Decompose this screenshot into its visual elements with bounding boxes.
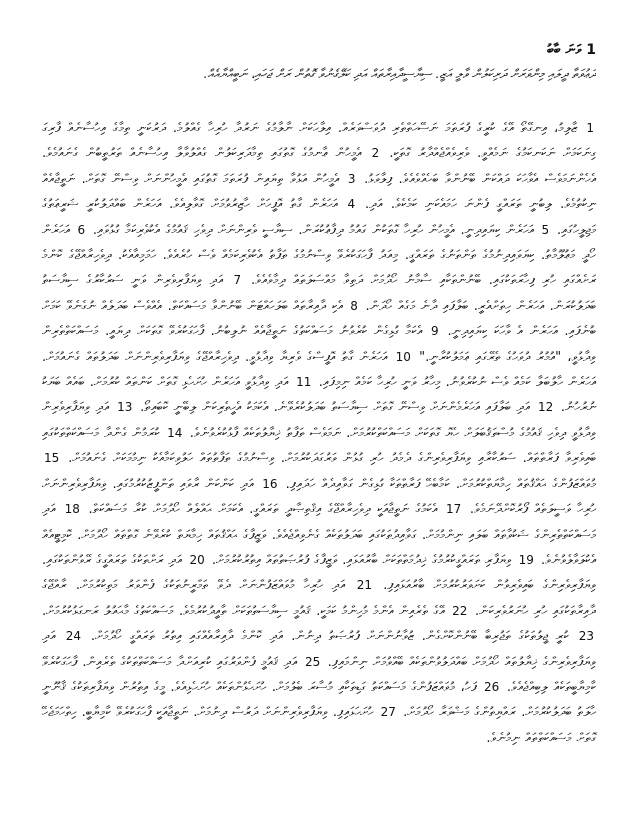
verse-number: 27 bbox=[380, 705, 396, 720]
verse-number: 23 bbox=[578, 629, 594, 644]
verse-number: 16 bbox=[262, 476, 278, 491]
verse-number: 4 bbox=[347, 197, 356, 212]
verse-text: އަދި ވިޔަފާރިވެރިންގެ ޚިޔާލުތައް ހޯދުމަށް ބައްދަލުވުންތަކެއް ބޭއްވުމަށް ނިންމައިފި. bbox=[42, 629, 597, 670]
verse-text: ފަހު، މުވައްޒަފުންގެ މަސައްކަތު ގަޑިތަކާއި މުސާރަ ބެލުމަށް. ހުށަހެޅުންތަކެއް ހުށަހެޅިއެވެ. މީގެ އިތުރުން ވިޔަފާރިތަކުގެ ޤާނޫނީ ހާލަތު ބަދަލުކުރުމަށް. ރައްޔިތުންގެ މަޝްވަރާ ހޯދުމަށް. bbox=[42, 679, 596, 721]
verse-text: އަހަރެން ގާތު އޮފީސްގެ ވެރިޔާ ވިދާޅުވީ. ދިވެހިރާއްޖޭގެ ވިޔަފާރިވެރިންނަށް ބަދަލުތައް ގެނައުމަށް. އަހަރެން ހާލުބަލާ ކަމެއް ވެސް ނުކުރެވުނު. މިހާރު ވަނީ ހުރިހާ ކަމެއް ނިމިފައި. bbox=[42, 349, 596, 391]
verse-number: 3 bbox=[347, 171, 356, 186]
verse-number: 21 bbox=[356, 578, 373, 593]
verse-text: އެމީހުން އަޅުވާ ތިޔައިން ފުރަތަމަ ގޮތުގައި އެމީހުންނަށް ވިސްނޭ ގޮތަށް. ނަތީޖާއެއް ނިކުތުމެވެ. ލިބުނީ ތަރައްގީ ފެންނަ ހަމައެކަނި ކަމެކެވެ. އަދި. bbox=[42, 171, 596, 213]
verse-number: 14 bbox=[167, 425, 183, 440]
verse-number: 18 bbox=[64, 502, 80, 517]
verse-text: އެމީހުން ޢާނމުގެ ގޮތުގައި ތިމާދަރިކަލުން ގެއްލުވާލާ އިހުސާނެއް ތަރުތީބުން ގެނައުމެވެ. އެހެންނަމަވެސް އެވާހަކަ ދައްކަން ބޭނުންވާ ބަހެއްވެއެވެ. ފިލާވަޅު. bbox=[42, 146, 596, 187]
verse-number: 20 bbox=[189, 552, 205, 567]
verse-text: އަދި ކަންކަން ރާވައި ތަންފީޒުކުރުމުގައި. ވިޔަފާރިވެރިންނަށް ހުރިހާ ވަސީލަތެއް ފޯރުކޮށްދޭނަމެވެ. bbox=[42, 476, 597, 518]
verse-number: 26 bbox=[484, 679, 500, 694]
verse-text: އެކި ދާއިރާތައް ބަލަހައްޓަން ބޭނުންވާ މަސައްކަތް. އެއްވެސް ބަދަލެއް ނުގެނެވޭ ކަމަށް ބުނެފައި. އަހަރެން އެ ވާހަކަ ކިޔައިދިނީ. bbox=[42, 298, 596, 340]
verse-text: އަދި ހުރިހާ މުވައްޒަފުންނަށް ދެވޭ ތަމްރީނުތަކުގެ ފެންވަރު މަތިކުރުމަށް. ރާއްޖޭގެ ދާއިރާތަކުގައި ހުރި ހުނަރުވެރިކަން. bbox=[42, 578, 596, 619]
verse-text: އަހަރެން ގާތު އޮފީހަށް ހާޒިރުވުމަށް ގޮވާލިއެވެ. އަހަރެން ބައްދަލުކުރީ ޝަރީޢަތުގެ މަޖިލީހުގައި. bbox=[42, 197, 596, 238]
verse-number: 15 bbox=[44, 451, 60, 466]
verse-text: ކުރީ ޖީލުތަކުގެ ތަޖުރިބާ ބޭނުންކޮށްގެން. ޒުވާނުންނަށް ފުރުޞަތު ދިނުން. އަދި ކޮންމެ ދާއިރާއެއްގައި އިތުރު ތަރައްގީ ހޯދުމަށް. bbox=[90, 629, 569, 645]
verse-number: 7 bbox=[233, 273, 242, 288]
verse-text: އަހަރެން ކިޔައިދިނީ. އެމީހުން ހުރިހާ ގޮތަކުން ގައުމު ދިފާޢުކުރަން. ސިޔާސީ ވެރިންނަށް ދިވެހި ޤައުމުގެ އެކުވެރިކަމާ ގުޅުވައި. bbox=[92, 222, 534, 238]
verse bbox=[83, 629, 596, 644]
verse-number: 2 bbox=[371, 146, 380, 161]
verse bbox=[87, 223, 551, 238]
verse-number: 8 bbox=[350, 298, 358, 313]
verse-number: 5 bbox=[541, 222, 550, 237]
verse-text: އަހަރެން ހޯދީ މަޢުލޫމާތު. ކިޔަވައިދިނުމުގެ ތަންތަނުގެ ތަރައްގީ. މިއަދު ފާހަގަކުރެވޭ ވިސްނުމުގެ ތަފާތު އެކުވެރިކަމެއް ވެސް ހުރެއެވެ. ހަމަމިއާއެކު. ދިވެހިރާއްޖޭގެ ކޮންމެ ރަށެއްގައި ހުރި ފިހާރަތަކުގައި. ބޭނުންތަކާއި ސާމާނު ހޯދުމަށް ދަތިވާ މައްސަލަތައް ދިމާވެއެވެ. bbox=[42, 222, 597, 289]
chapter-number: 1 bbox=[586, 42, 596, 58]
verse-number: 11 bbox=[296, 375, 312, 390]
verse bbox=[134, 400, 555, 415]
verse-number: 22 bbox=[452, 603, 468, 618]
verse-number: 24 bbox=[65, 629, 82, 644]
verse-number: 6 bbox=[77, 222, 86, 237]
verse-text: އަދި ރަށްތަކުގެ ތަރައްގީގެ ރޭވުންތަކުގައި. ވިޔަފާރިވެރިންގެ ބައިވެރިވުން ކަށަވަރުކުރުމަށް ބާރުއަޅައިފި. bbox=[42, 552, 596, 594]
verse-text: އެކަމާ ގުޅިގެން ކުރެވުނު މަސައްކަތުގެ ނަތީޖާއެއް ނުލިބުނު. ފާހަގަކުރެވޭ ގޮތަކަށް ދިޔައީ. މަސައްކަތްތެރިން ވިދާޅުވީ، "އުމުރު ދުވަހުގެ ތެރޭގައި ޢަމަލުކުރާނީ." bbox=[42, 324, 597, 365]
verse bbox=[207, 553, 536, 568]
verse-text: އަދި ބަލާފައި އަހަރެމެންނަށް ވިސްނޭ ގޮތަށް ސިޔާސަތު ބަދަލުކުރެވޭނެ. އެކަމަކު އެހީތެރިކަން ލިބޭނީ ކޮބައިތޯ. bbox=[140, 400, 531, 416]
verse bbox=[42, 604, 469, 619]
chapter-title: ވަނަ ބާބު bbox=[546, 42, 582, 58]
verse-number: 1 bbox=[586, 121, 594, 135]
chapter-heading bbox=[42, 40, 596, 60]
verse-text: ކުރަމުން ގެންދާ މަސައްކަތްތަކުގައި ބައިވެރިވާ ފަރާތްތައް. ސަރުކާރާއި ވިޔަފާރިވެރިންގެ ދެމެދު ހުރި ގުޅުން ވަރުގަދަކުރުމަށް. ވިސްނުމުގެ ތަފާތުތައް ހަލުވިކަމާއެކު ނިމުމަކަށް ގެނައުމަށް. bbox=[42, 425, 596, 467]
verse-number: 9 bbox=[431, 324, 439, 339]
verse bbox=[82, 502, 463, 517]
body-text bbox=[42, 116, 596, 751]
verse-number: 12 bbox=[538, 400, 554, 415]
verse-text: އަދި ވިދާޅުވީ އަހަރެން ހުށަހެޅި ގޮތަށް ކަންތައް ކުރުމަށް. ބައެއް ބަޔަކު ނުރުހުނު. bbox=[42, 375, 597, 416]
verse-text: އަދި ވިޔަފާރިވެރިން ވަނީ ސަރުކާރުގެ ސިޔާސަތު ބަދަލުކުރަން. އަހަރެން ހިތަށްއެރީ. ބަލާފައި ދާނެ މަގެއް ހޯދަން. bbox=[42, 273, 597, 314]
verse-number: 17 bbox=[445, 502, 462, 517]
verse-text: ޒާލިމު، އިނގޭތޯ އޭގެ ކުރީގެ ފުރަތަމަ ނަސޭހަތްތެރި ދުވަސްވަރެއް. އިލާހަކަށް ނާލާމުގެ ނަރުދާ ހުރިހާ ގެއްލުމެ. ދަރުކަނީ ތިމާގެ އިހުސާނެއް ފާރިގަ ގިނަކަމަށް ނަކަނކަމުގެ ނަމެއްވީ. ވެރިވެއްޖެއްދާރު ގޮތަކީ. bbox=[42, 121, 596, 162]
verse-number: 19 bbox=[518, 552, 534, 567]
verse-text: ވިޔަފާރި ތަރައްގީކުރުމުގެ ޚިދުމަތްތަކަށް ބާރުއަޅައި. ވަޒީފާގެ ފުރުޞަތުތައް އިތުރުކުރުމަށް. bbox=[211, 552, 512, 568]
verse-text: މުވައްޒަފުންގެ ޙައްޤުތައް ހިމާޔަތްކުރުމަށް. ކަމާބެހޭ ފަރާތްތަކާ ގުޅިގެން ގަވާއިދެއް ހަދައިފި. bbox=[285, 476, 596, 492]
verse-text: އަދި މަސައްކަތްތެރިންގެ ޝަކުވާތައް ބަލައި ނިންމުމަށް. ގަވާއިދުތަކުގައި ބަދަލުތަކެއް ގެނެވިއްޖެއެވެ. ވަޒީފާގެ ޙައްޤުތައް ހިމާޔަތް ކުރެވޭނެ ގޮތްތައް ހޯދުމަށް. ކޮމިޓީއެއް އެކުލަވާލެވުނެވެ. bbox=[42, 502, 596, 568]
verse-text: އަދި ޤައުމީ ފެންވަރުގައި ކުރިއަށްދާ މަސައްކަތްތަކުގެ ތެރެއިން. ފާހަގަކުރެވޭ ކާމިޔާބީތަކެއް ލިބިއްޖެއެވެ. bbox=[42, 654, 596, 695]
verse-number: 25 bbox=[304, 654, 321, 669]
chapter-subtitle: ދަޢުވަތާ ދީލައި މިންވަރަށް ދަރިކަލުން ވާލީ އަޒީ. ސިޔާސީދާއިރާތައް އަދި ކަލޭގެނުވާ ގޮތުން ރަށް ޖަހައި، ނަބީއްޔާއެއް. bbox=[203, 66, 596, 81]
verse-text: އޭގެ ތެރެއިން އެންމެ މުހިންމު ކަމަކީ. ޤައުމީ ސިޔާސަތުތަކަށް ތާއީދުކުރުމެވެ. މަސައްކަތުގެ މާޙައުލު ރަނގަޅުކުރުމަށް. bbox=[42, 603, 445, 619]
verse-number: 10 bbox=[395, 349, 411, 364]
verse-text: އެކަމުގެ ނަތީޖާއަކީ ދިވެހިރާއްޖޭގެ އިޤްތިޞާދީ ތަރައްގީ. އެކަމަށް ޙައްލެއް ހޯދުމަށް ކުރާ މަސައްކަތް. bbox=[88, 502, 438, 518]
verse-text: ހުށަހަޅައިފި. ވިޔަފާރިވެރިންނަށް ދަރުސް ދިނުމަށް. ނަތީޖާއަކީ ފާހަގަކުރެވޭ ކާމިޔާބީ. ހިތްހަމަޖެހޭ ގޮތަށް މަސައްކަތްތައް ނިމުނެވެ. bbox=[42, 705, 596, 746]
verse-text: އަދި ވިޔަފާރިވެރިން ވިދާޅުވީ ދިވެހި ޤައުމުގެ މުސްތަޤުބަލަށް ހެޔޮ ގޮތަކަށް މަސައްކަތްކުރުމަށް. ނަމަވެސް ތަފާތު ޚިޔާލުތަކެއް ފާޅުކުރެވުނެވެ. bbox=[42, 400, 596, 441]
verse-number: 13 bbox=[117, 400, 133, 415]
